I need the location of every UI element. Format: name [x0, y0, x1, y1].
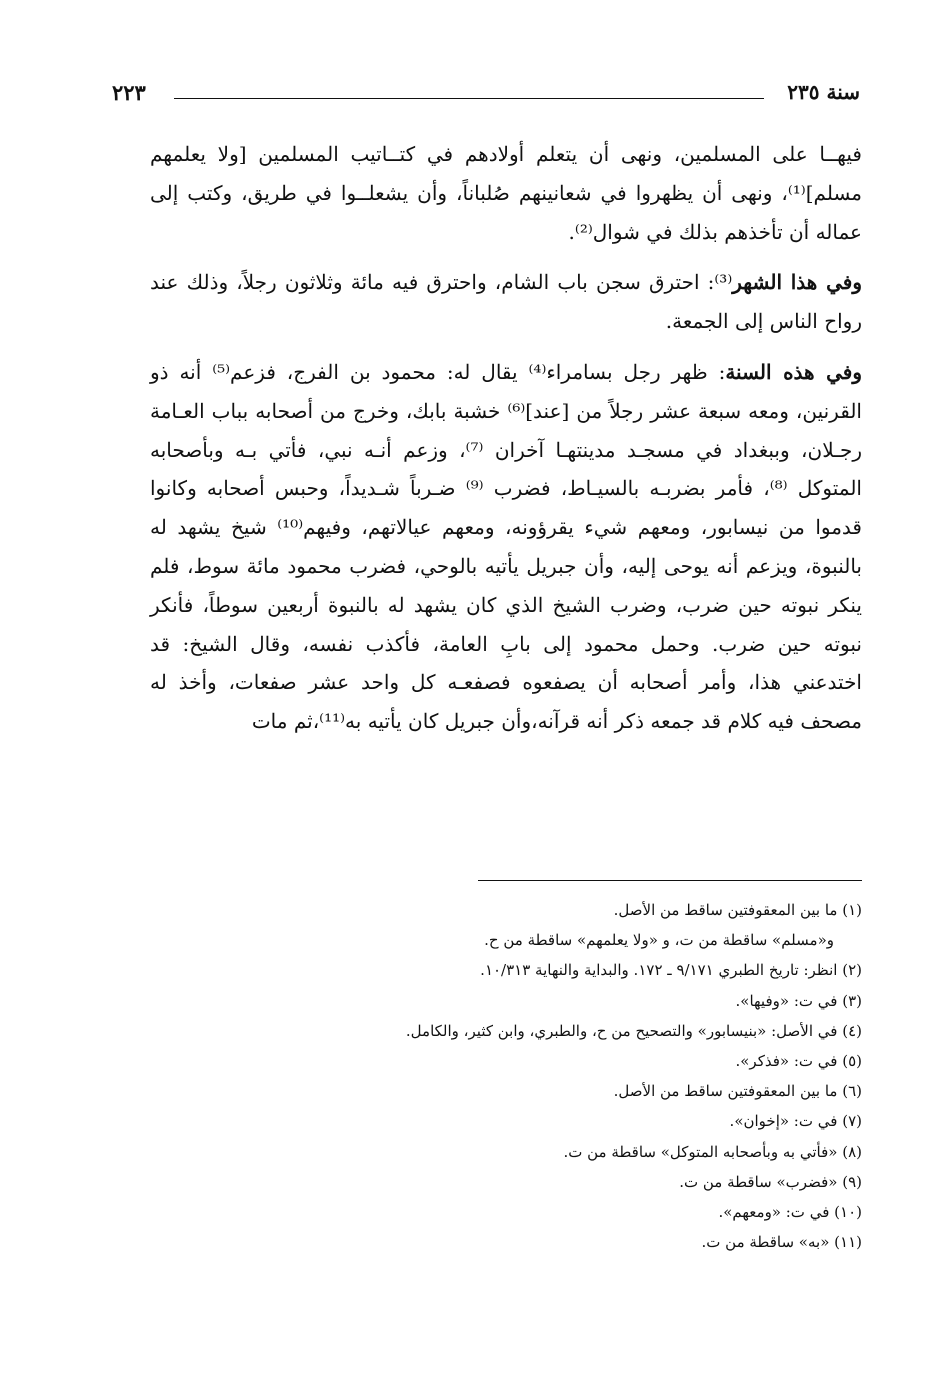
footnote-text: «فضرب» ساقطة من ت. [679, 1172, 838, 1191]
running-header [112, 76, 860, 112]
footnote-text: «فأتي به وبأصحابه المتوكل» ساقطة من ت. [563, 1142, 838, 1161]
paragraph-lead: وفي هذا الشهر [732, 270, 862, 295]
footnote-text: في ت: «وفيها». [735, 991, 838, 1010]
footnote-number: (٩) [842, 1172, 862, 1191]
page-number: ٢٢٣ [112, 80, 146, 105]
footnote-number: (٥) [842, 1052, 862, 1071]
footnote-text: ما بين المعقوفتين ساقط من الأصل. [613, 901, 838, 919]
footnote [150, 1167, 862, 1197]
footnote-rule [478, 880, 862, 881]
footnote [150, 1046, 862, 1076]
footnote-text: في ت: «فذكر». [735, 1052, 838, 1071]
footnote [150, 986, 862, 1016]
footnote [150, 1076, 862, 1106]
body-text [150, 135, 862, 741]
footnote [150, 955, 862, 985]
footnote-text: ما بين المعقوفتين ساقط من الأصل. [613, 1082, 838, 1101]
footnote-text: في الأصل: «بنيسابور» والتصحيح من ح، والطبري، وابن كثير، والكامل. [405, 1021, 838, 1040]
footnote [150, 1016, 862, 1046]
footnote-number: (٣) [842, 991, 862, 1010]
footnote-number: (٧) [842, 1112, 862, 1131]
header-year: سنة ٢٣٥ [787, 80, 860, 104]
footnotes [150, 895, 862, 1257]
footnote [150, 1106, 862, 1136]
footnote-number: (٢) [842, 961, 862, 980]
footnote-text: في ت: «إخوان». [729, 1112, 838, 1131]
footnote-text: و«مسلم» ساقطة من ت، و «ولا يعلمهم» ساقطة من ح. [484, 931, 834, 950]
footnote [150, 1137, 862, 1167]
footnote [150, 1227, 862, 1257]
footnote [150, 1197, 862, 1227]
paragraph-text: : ظهر رجل بسامراء⁽⁴⁾ يقال له: محمود بن الفرج، فزعم⁽⁵⁾ أنه ذو القرنين، ومعه سبعة عشر رجلاً من [عند]⁽⁶⁾ خشبة بابك، وخرج من أصحابه بباب العـامة رجـلان، وببغداد في مسجـد مدينتهـا آخران ⁽⁷⁾، وزعم أنـه نبي، فأتي بـه وبأصحابه المتوكل ⁽⁸⁾، فأمر بضربـه بالسيـاط، فضرب ⁽⁹⁾ ضـرباً شـديداً، وحبس أصحابه وكانوا قدموا من نيسابور، ومعهم شيء يقرؤونه، ومعهم عيالاتهم، وفيهم⁽¹⁰⁾ شيخ يشهد له بالنبوة، ويزعم أنه يوحى إليه، وأن جبريل يأتيه بالوحي، فضرب محمود مائة سوط، فلم ينكر نبوته حين ضرب، وضرب الشيخ الذي كان يشهد له بالنبوة أربعين سوطاً، فأنكر نبوته حين ضرب. وحمل محمود إلى بابِ العامة، فأكذب نفسه، وقال الشيخ: قد اختدعني هذا، وأمر أصحابه أن يصفعوه فصفعـه كل واحد عشر صفعات، وأخذ له مصحف فيه كلام قد جمعه ذكر أنه قرآنه،وأن جبريل كان يأتيه به⁽¹¹⁾،ثم مات [150, 359, 863, 734]
paragraph [150, 353, 862, 741]
footnote-number: (١٠) [834, 1203, 862, 1222]
footnote-text: انظر: تاريخ الطبري ٩/١٧١ ـ ١٧٢. والبداية والنهاية ١٠/٣١٣. [480, 961, 838, 980]
paragraph-lead: وفي هذه السنة [725, 359, 862, 384]
footnote-number: (١١) [834, 1233, 862, 1252]
header-rule [174, 98, 764, 99]
footnote [150, 925, 862, 955]
paragraph [150, 135, 862, 251]
footnote-text: في ت: «ومعهم». [718, 1203, 830, 1222]
footnote-number: (١) [842, 901, 862, 919]
paragraph [150, 263, 862, 341]
footnote-number: (٦) [842, 1082, 862, 1101]
paragraph-text: ⁽³⁾: احترق سجن باب الشام، واحترق فيه مائة وثلاثون رجلاً، وذلك عند رواح الناس إلى الجمعة. [150, 270, 862, 334]
footnote-number: (٤) [842, 1021, 862, 1040]
paragraph-text: فيهــا على المسلمين، ونهى أن يتعلم أولادهم في كتــاتيب المسلمين [ولا يعلمهم مسلم]⁽¹⁾، ونهى أن يظهروا في شعانينهم صُلباناً، وأن يشعلــوا في طريق، وكتب إلى عماله أن تأخذهم بذلك في شوال⁽²⁾. [150, 142, 862, 244]
footnote [150, 895, 862, 925]
footnote-text: «به» ساقطة من ت. [701, 1233, 830, 1252]
footnote-number: (٨) [842, 1142, 862, 1161]
